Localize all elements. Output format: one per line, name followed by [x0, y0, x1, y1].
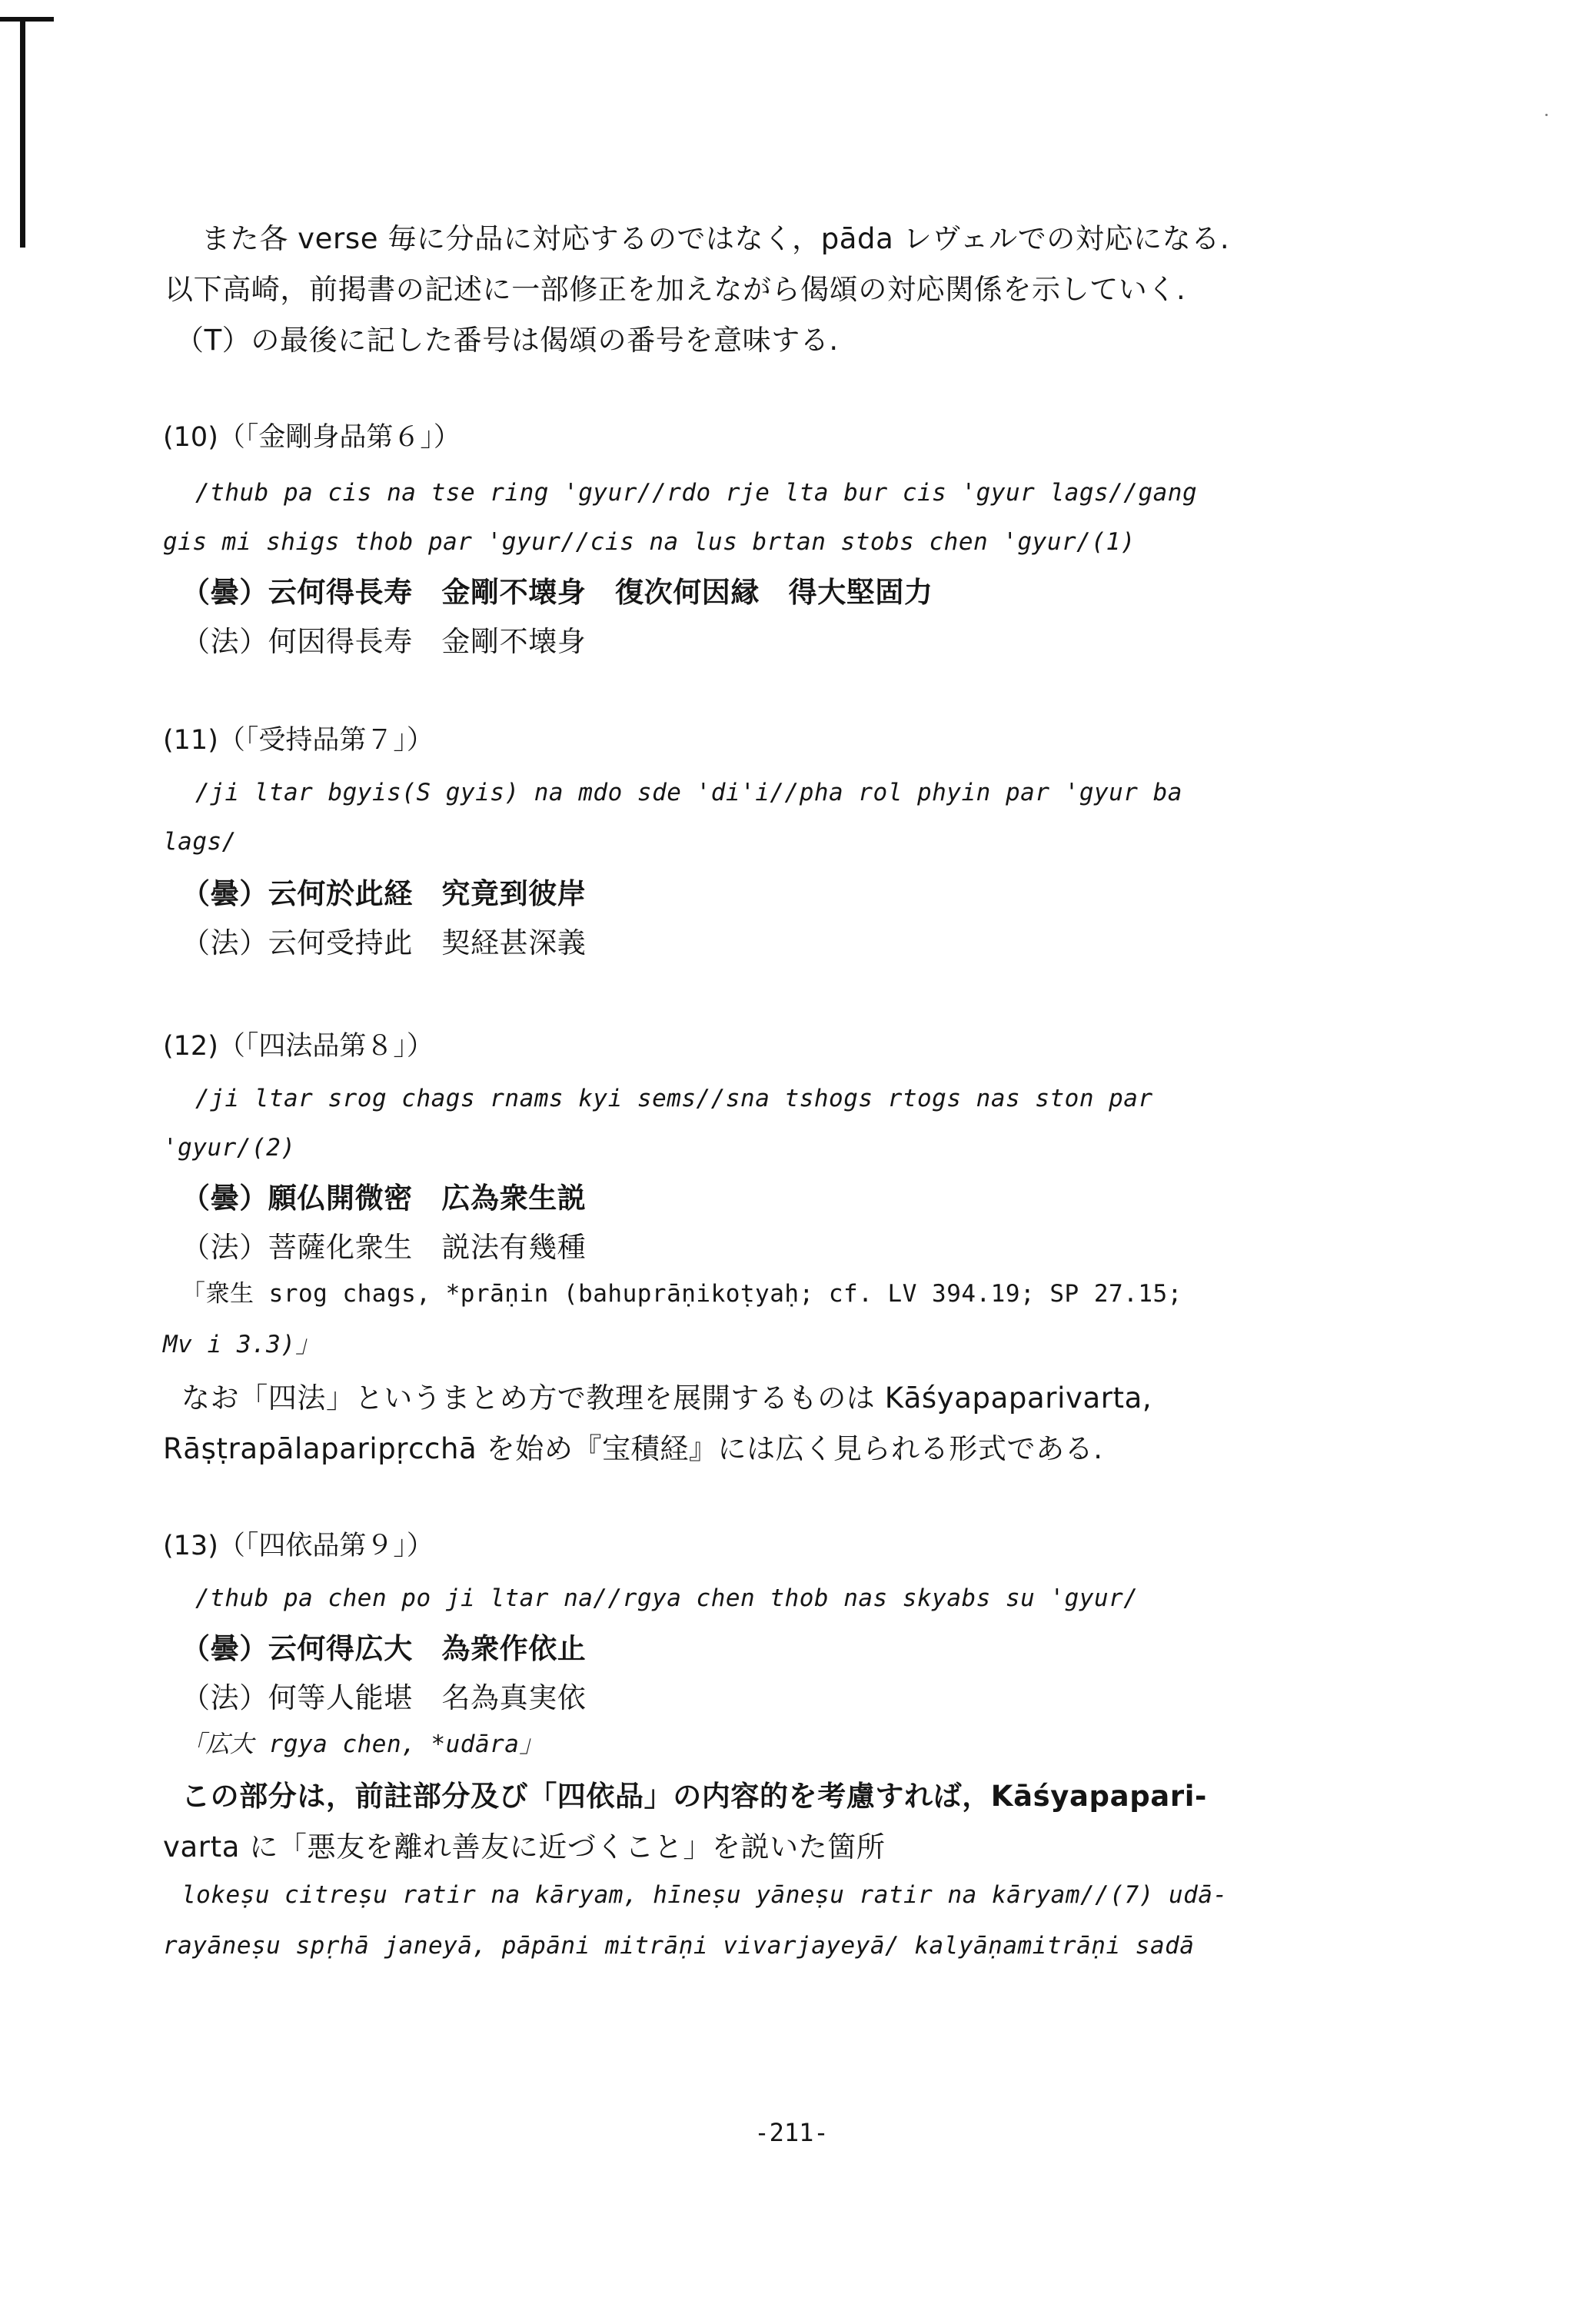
- section-heading-13: (13)（「四依品第９」）: [163, 1531, 434, 1561]
- chinese-translation-tan: （曇）願仏開微密 広為衆生説: [181, 1182, 587, 1215]
- chinese-translation-tan: （曇）云何於此経 究竟到彼岸: [181, 877, 587, 910]
- page-number: -211-: [754, 2118, 829, 2147]
- tibetan-line: 'gyur/(2): [163, 1134, 296, 1162]
- intro-line-2: 以下高崎，前掲書の記述に一部修正を加えながら偈頌の対応関係を示していく.: [165, 273, 1186, 306]
- corner-mark-horizontal: [0, 17, 54, 22]
- chinese-translation-tan: （曇）云何得長寿 金剛不壊身 復次何因縁 得大堅固力: [181, 576, 933, 609]
- commentary-line: Rāṣṭrapālaparipṛcchā を始め『宝積経』には広く見られる形式である.: [163, 1432, 1103, 1465]
- intro-line-1: また各 verse 毎に分品に対応するのではなく，pāda レヴェルでの対応になる.: [201, 222, 1230, 255]
- intro-line-3: （T）の最後に記した番号は偈頌の番号を意味する.: [175, 324, 839, 357]
- chinese-translation-fa: （法）何等人能堪 名為真実依: [181, 1681, 587, 1714]
- page-corner-mark: [0, 17, 54, 248]
- commentary-line: この部分は，前註部分及び「四依品」の内容的を考慮すれば，Kāśyapapari-: [181, 1780, 1207, 1813]
- chinese-translation-fa: （法）云何受持此 契経甚深義: [181, 926, 587, 959]
- chinese-translation-fa: （法）菩薩化衆生 説法有幾種: [181, 1231, 587, 1264]
- tibetan-line: /thub pa cis na tse ring 'gyur//rdo rje lta bur cis 'gyur lags//gang: [195, 479, 1198, 507]
- gloss-line: Mv i 3.3)」: [163, 1331, 320, 1358]
- commentary-line: varta に「悪友を離れ善友に近づくこと」を説いた箇所: [163, 1830, 886, 1864]
- tibetan-line: /ji ltar bgyis(S gyis) na mdo sde 'di'i//pha rol phyin par 'gyur ba: [195, 779, 1182, 806]
- tibetan-line: gis mi shigs thob par 'gyur//cis na lus brtan stobs chen 'gyur/(1): [163, 528, 1136, 556]
- section-heading-12: (12)（「四法品第８」）: [163, 1031, 434, 1062]
- section-heading-10: (10)（「金剛身品第６」）: [163, 422, 461, 453]
- chinese-translation-tan: （曇）云何得広大 為衆作依止: [181, 1632, 587, 1665]
- section-heading-11: (11)（「受持品第７」）: [163, 725, 434, 756]
- tibetan-line: lags/: [163, 828, 237, 856]
- tibetan-line: /ji ltar srog chags rnams kyi sems//sna tshogs rtogs nas ston par: [195, 1085, 1153, 1112]
- gloss-line: 「広大 rgya chen, *udāra」: [181, 1731, 544, 1758]
- tibetan-line: /thub pa chen po ji ltar na//rgya chen thob nas skyabs su 'gyur/: [195, 1584, 1139, 1612]
- chinese-translation-fa: （法）何因得長寿 金剛不壊身: [181, 625, 587, 658]
- corner-mark-vertical: [20, 17, 25, 248]
- scan-speck: [1545, 114, 1548, 116]
- sanskrit-line: lokeṣu citreṣu ratir na kāryam, hīneṣu yāneṣu ratir na kāryam//(7) udā-: [181, 1881, 1228, 1909]
- commentary-line: なお「四法」というまとめ方で教理を展開するものは Kāśyapaparivarta,: [181, 1381, 1152, 1415]
- sanskrit-line: rayāneṣu spṛhā janeyā, pāpāni mitrāṇi vivarjayeyā/ kalyāṇamitrāṇi sadā: [163, 1932, 1195, 1960]
- gloss-line: 「衆生 srog chags, *prāṇin (bahuprāṇikoṭyaḥ; cf. LV 394.19; SP 27.15;: [181, 1280, 1182, 1308]
